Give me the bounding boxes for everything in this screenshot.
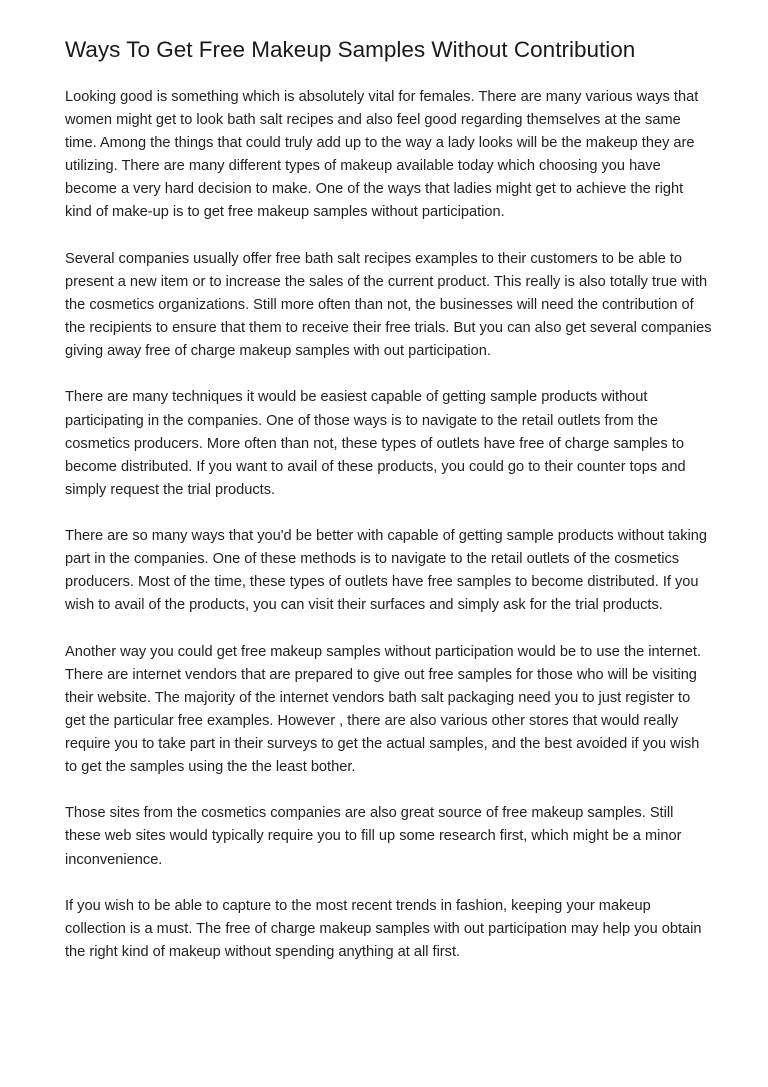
paragraph-3: There are many techniques it would be easiest capable of getting sample products without participating in the companies. One of those ways is to navigate to the retail outlets from the cosmetics producers. More often than not, these types of outlets have free of charge samples to become distributed. If you want to avail of these products, you could go to their counter tops and simply request the trial products. (65, 389, 686, 498)
paragraph-5: Another way you could get free makeup samples without participation would be to use the internet. There are internet vendors that are prepared to give out free samples for those who will be visiting their website. The majority of the internet vendors bath salt packaging need you to just register to get the particular free examples. However , there are also various other stores that would really require you to take part in their surveys to get the actual samples, and the best avoided if you wish to get the samples using the the least bother. (65, 643, 702, 776)
document-title: Ways To Get Free Makeup Samples Without Contribution (65, 37, 636, 62)
document-page (65, 36, 713, 987)
paragraph-6: Those sites from the cosmetics companies are also great source of free makeup samples. Still these web sites would typically require you to fill up some research first, which might be a minor inconvenience. (65, 805, 682, 868)
paragraph-2: Several companies usually offer free bath salt recipes examples to their customers to be able to present a new item or to increase the sales of the current product. This really is also totally true with the cosmetics organizations. Still more often than not, the businesses will need the contribution of the recipients to ensure that them to receive their free trials. But you can also get several companies giving away free of charge makeup samples with out participation. (65, 250, 712, 360)
paragraph-4: There are so many ways that you'd be better with capable of getting sample products without taking part in the companies. One of these methods is to navigate to the retail outlets of the cosmetics producers. Most of the time, these types of outlets have free samples to become distributed. If you wish to avail of the products, you can visit their surfaces and simply ask for the trial products. (65, 528, 708, 614)
paragraph-1: Looking good is something which is absolutely vital for females. There are many various ways that women might get to look bath salt recipes and also feel good regarding themselves at the same time. Among the things that could truly add up to the way a lady looks will be the makeup they are utilizing. There are many different types of makeup available today which choosing you have become a very hard decision to make. One of the ways that ladies might get to achieve the right kind of make-up is to get free makeup samples without participation. (65, 89, 699, 221)
paragraph-7: If you wish to be able to capture to the most recent trends in fashion, keeping your makeup collection is a must. The free of charge makeup samples with out participation may help you obtain the right kind of makeup without spending anything at all first. (65, 897, 702, 961)
